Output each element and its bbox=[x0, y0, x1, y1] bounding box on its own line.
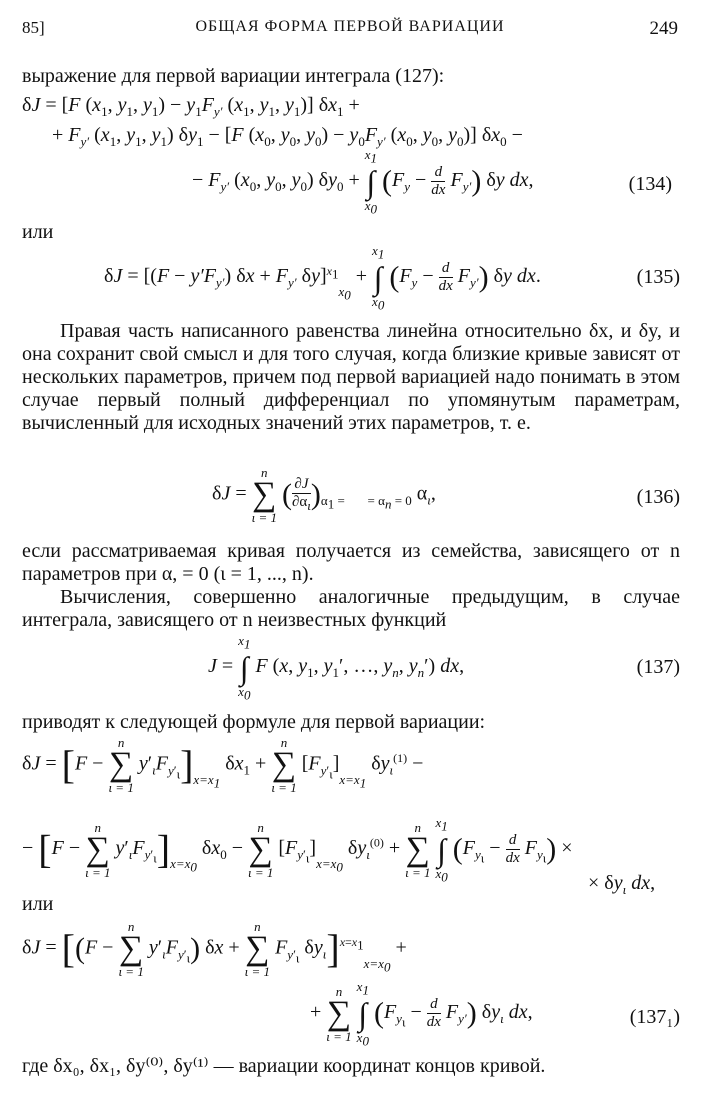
eq137-number: (137) bbox=[636, 656, 680, 678]
eq134-line2: + $F_{y'}$ ($x_1$, $y_1$, $y_1$) $\delta y_1 - [F$ ($x_0$, $y_0$, $y_0) - y_0F_{y'}$ ($x_0$, $y_0$, $y_0$)] $\delta x_0$ − bbox=[52, 124, 523, 149]
intro-line: выражение для первой вариации интеграла (127): bbox=[22, 65, 445, 87]
eq136: δJ = n ∑ ι = 1 ( $\frac{\partial J}{\partial\alpha_\iota}$ )$_{\alpha_1 = = \alpha_n = 0}$ $\alpha_\iota$, bbox=[212, 465, 436, 525]
eq134-number: (134) bbox=[628, 173, 672, 195]
eq136-number: (136) bbox=[636, 486, 680, 508]
eq-var-line2: − [F − n ∑ ι = 1 $y'_\iota F_{y'_\iota}]_{x=x_0}$ $\delta x_0$ − n ∑ ι = 1 $[F_{y'_\iota}]_{x=x_0}$ $\delta y_\iota^{(0)}$ + n ∑ ι = 1 $x_1$ ∫ $x_0$ ($F_{y_\iota}$ − $\frac{d}{dx}$ $F_{y_\iota}$) × bbox=[22, 815, 573, 885]
final-line: где δx₀, δx₁, δy⁽⁰⁾, δy⁽¹⁾ — вариации координат концов кривой. bbox=[22, 1055, 546, 1077]
eq1371-line2: + n ∑ ι = 1 $x_1$ ∫ $x_0$ ($F_{y_\iota}$ − $\frac{d}{dx}$ $F_{y'}$) $\delta y_\iota$ dx, bbox=[310, 979, 533, 1049]
eq135: $\delta J = [(F - y'F_{y'})$ $\delta x + F_{y'}$ δy]$^{x_1}_{x_0}$ + $x_1$ ∫ $x_0$ ($F_y$ − $\frac{d}{dx}$ $F_{y'}$) δy dx. bbox=[104, 243, 541, 313]
eq1371-number: (137₁) bbox=[629, 1006, 680, 1028]
eq137: J = $x_1$ ∫ $x_0$ F (x, $y_1$, $y_1'$, …, $y_n$, $y_n'$) dx, bbox=[208, 633, 465, 703]
paragraph-3: приводят к следующей формуле для первой вариации: bbox=[22, 711, 486, 733]
running-title: ОБЩАЯ ФОРМА ПЕРВОЙ ВАРИАЦИИ bbox=[195, 18, 505, 35]
paragraph-1: Правая часть написанного равенства линейна относительно δx, и δy, и она сохранит свой смысл и для того случая, когда близкие кривые зависят от нескольких параметров, причем под первой вариацией надо понимать в этом случае первый полный дифференциал по упомянутым параметрам, вычисленный для исходных значений этих параметров, т. е. bbox=[22, 320, 680, 434]
eq134-line3: − $F_{y'}$ ($x_0$, $y_0$, $y_0$) $\delta y_0$ + $x_1$ ∫ $x_0$ ($F_y$ − $\frac{d}{dx}$ $F_{y'}$) δy dx, bbox=[192, 147, 534, 217]
eq134-line1: δJ = [F ($x_1$, $y_1$, $y_1) - y_1F_{y'}$ ($x_1$, $y_1$, $y_1$)] $\delta x_1$ + bbox=[22, 94, 360, 119]
paragraph-2b: Вычисления, совершенно аналогичные предыдущим, в случае интеграла, зависящего от n неизвестных функций bbox=[22, 586, 680, 631]
eq-var-line1: δJ = [F − n ∑ ι = 1 $y'_\iota F_{y'_\iota}]_{x=x_1}$ $\delta x_1$ + n ∑ ι = 1 $[F_{y'_\iota}]_{x=x_1}$ $\delta y_\iota^{(1)}$ − bbox=[22, 735, 424, 795]
eq-var-line3: × $\delta y_\iota$ dx, bbox=[588, 872, 656, 897]
running-header bbox=[22, 18, 678, 44]
ili-2: или bbox=[22, 893, 54, 915]
eq135-number: (135) bbox=[636, 266, 680, 288]
ili-1: или bbox=[22, 221, 54, 243]
eq1371-line1: δJ = [(F − n ∑ ι = 1 $y'_\iota F_{y'_\iota}$) δx + n ∑ ι = 1 $F_{y'_\iota}$ $\delta y_\iota]^{x=x_1}_{x=x_0}$ + bbox=[22, 919, 407, 979]
section-number: 85] bbox=[22, 18, 45, 37]
paragraph-2a: если рассматриваемая кривая получается из семейства, зависящего от n параметров при α, = 0 (ι = 1, ..., n). bbox=[22, 540, 680, 585]
page-number: 249 bbox=[649, 18, 678, 39]
